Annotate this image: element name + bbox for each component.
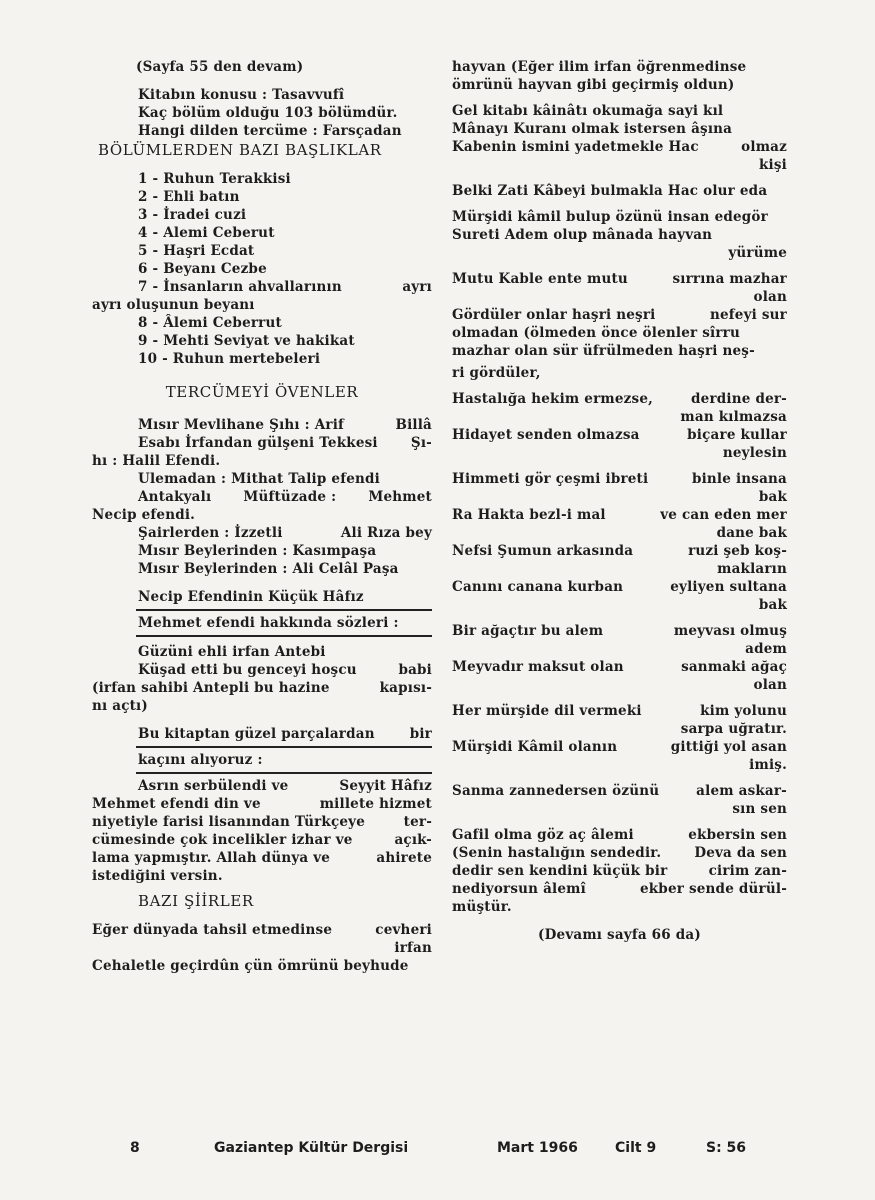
poem-line — [92, 921, 432, 939]
verse-text: binle insana — [691, 471, 787, 487]
poem-text: (irfan sahibi Antepli bu hazine — [92, 680, 330, 696]
mehmet-caption: Mehmet efendi hakkında sözleri : — [138, 615, 399, 631]
verse-line — [452, 826, 787, 844]
prayer-line: istediğini versin. — [92, 868, 223, 884]
issue-date: Mart 1966 — [497, 1140, 578, 1156]
verse-line — [452, 782, 787, 800]
verse-text: Mürşidi Kâmil olanın — [452, 739, 618, 755]
praiser-text: Müftüzade : — [243, 489, 337, 505]
stanza — [452, 702, 787, 774]
page-number: 8 — [130, 1140, 140, 1156]
continuation-note: (Sayfa 55 den devam) — [136, 59, 304, 75]
stanza — [452, 208, 787, 262]
praiser-line — [92, 434, 432, 452]
poem-text: Eğer dünyada tahsil etmedinse — [92, 922, 333, 938]
stanza — [452, 622, 787, 694]
verse-text: Mutu Kable ente mutu — [452, 271, 628, 287]
left-column — [92, 58, 432, 975]
prayer-line — [92, 813, 432, 831]
volume-label: Cilt 9 — [615, 1140, 657, 1156]
stanza — [452, 270, 787, 382]
verse-line — [452, 658, 787, 676]
verse-line — [452, 702, 787, 720]
poem-line: nı açtı) — [92, 698, 148, 714]
verse-line: hayvan (Eğer ilim irfan öğrenmedinse — [452, 59, 747, 75]
verse-text: eyliyen sultana — [670, 579, 787, 595]
prayer-line — [92, 795, 432, 813]
stanza — [452, 826, 787, 916]
excerpt-text: bir — [409, 726, 432, 742]
book-translation: Hangi dilden tercüme : Farsçadan — [138, 123, 402, 139]
verse-line — [452, 578, 787, 596]
poem-irfan — [92, 921, 432, 975]
praisers-title: TERCÜMEYİ ÖVENLER — [165, 383, 359, 401]
praiser-line: Mısır Beylerinden : Ali Celâl Paşa — [138, 561, 399, 577]
praiser-line — [92, 416, 432, 434]
prayer-line — [92, 849, 432, 867]
verse-text: nefeyi sur — [709, 307, 787, 323]
verse-text: sırrına mazhar — [672, 271, 787, 287]
book-chapters: Kaç bölüm olduğu 103 bölümdür. — [138, 105, 398, 121]
list-item-continuation: ayrı oluşunun beyanı — [92, 297, 255, 313]
verse-line — [452, 862, 787, 880]
praiser-line: hı : Halil Efendi. — [92, 453, 221, 469]
verse-text: nediyorsun âlemî — [452, 881, 586, 897]
list-item: 1 - Ruhun Terakkisi — [138, 171, 291, 187]
list-item: 5 - Haşri Ecdat — [138, 243, 255, 259]
stanza — [452, 782, 787, 818]
list-item: 6 - Beyanı Cezbe — [138, 261, 267, 277]
verse-text: Canını canana kurban — [452, 579, 624, 595]
verse-text: dedir sen kendini küçük bir — [452, 863, 668, 879]
verse-line: Gel kitabı kâinâtı okumağa sayi kıl — [452, 103, 724, 119]
divider — [136, 772, 432, 774]
verse-text: Bir ağaçtır bu alem — [452, 623, 604, 639]
poem-text: kapısı- — [379, 680, 432, 696]
necip-caption: Necip Efendinin Küçük Hâfız — [138, 589, 364, 605]
verse-text: cirim zan- — [708, 863, 787, 879]
verse-line: mazhar olan sür üfrülmeden haşri neş- — [452, 343, 755, 359]
verse-text: olmaz — [741, 139, 787, 155]
verse-line: müştür. — [452, 899, 512, 915]
verse-text: Meyvadır maksut olan — [452, 659, 624, 675]
verse-line — [452, 270, 787, 288]
prayer-text: ahirete — [376, 850, 432, 866]
excerpt-caption-cont: kaçını alıyoruz : — [138, 752, 263, 768]
poems-title: BAZI ŞİİRLER — [138, 892, 254, 910]
divider — [136, 635, 432, 637]
prayer-text: açık- — [394, 832, 432, 848]
verse-line: neylesin — [722, 445, 787, 461]
prayer-line — [92, 831, 432, 849]
verse-text: Gördüler onlar haşri neşri — [452, 307, 656, 323]
magazine-name: Gaziantep Kültür Dergisi — [214, 1140, 409, 1156]
praiser-text: Şı- — [410, 435, 432, 451]
continued-note: (Devamı sayfa 66 da) — [538, 927, 701, 943]
poem-line — [92, 679, 432, 697]
verse-line — [452, 426, 787, 444]
praiser-line: Ulemadan : Mithat Talip efendi — [138, 471, 380, 487]
book-subject: Kitabın konusu : Tasavvufî — [138, 87, 345, 103]
praiser-line: Necip efendi. — [92, 507, 196, 523]
praiser-line: Mısır Beylerinden : Kasımpaşa — [138, 543, 377, 559]
verse-line: imiş. — [749, 757, 787, 773]
list-item: 2 - Ehli batın — [138, 189, 240, 205]
verse-text: Kabenin ismini yadetmekle Hac — [452, 139, 699, 155]
prayer-text: cümesinde çok incelikler izhar ve — [92, 832, 353, 848]
divider — [136, 609, 432, 611]
verse-text: sanmaki ağaç — [681, 659, 787, 675]
excerpt-caption — [92, 725, 432, 743]
verse-line — [452, 542, 787, 560]
prayer-line — [92, 777, 432, 795]
verse-line — [452, 390, 787, 408]
verse-text: Hastalığa hekim ermezse, — [452, 391, 654, 407]
verse-line: Sureti Adem olup mânada hayvan — [452, 227, 713, 243]
praiser-text: Şairlerden : İzzetli — [138, 525, 283, 541]
verse-line: adem — [745, 641, 787, 657]
verse-line: yürüme — [728, 245, 787, 261]
heading7-tail: ayrı — [402, 279, 432, 295]
prayer-text: niyetiyle farisi lisanından Türkçeye — [92, 814, 366, 830]
prayer-text: ter- — [403, 814, 432, 830]
poem-antebi — [92, 643, 432, 715]
praisers-list — [92, 416, 432, 578]
praiser-line — [92, 524, 432, 542]
verse-line — [452, 738, 787, 756]
verse-text: Himmeti gör çeşmi ibreti — [452, 471, 649, 487]
verse-text: Nefsi Şumun arkasında — [452, 543, 634, 559]
list-item: 8 - Âlemi Ceberrut — [138, 315, 282, 331]
verse-line: ömrünü hayvan gibi geçirmiş oldun) — [452, 77, 735, 93]
verse-text: Deva da sen — [694, 845, 787, 861]
verse-text: Ra Hakta bezl-i mal — [452, 507, 606, 523]
list-item: 9 - Mehti Seviyat ve hakikat — [138, 333, 355, 349]
verse-text: ekber sende dürül- — [639, 881, 787, 897]
prayer-text: millete hizmet — [319, 796, 432, 812]
list-item: 10 - Ruhun mertebeleri — [138, 351, 321, 367]
verse-line: dane bak — [716, 525, 787, 541]
issue-number: S: 56 — [706, 1140, 747, 1156]
verse-text: Gafil olma göz aç âlemi — [452, 827, 634, 843]
verse-line: bak — [758, 489, 787, 505]
verse-text: ekbersin sen — [688, 827, 787, 843]
praiser-line — [92, 488, 432, 506]
verse-line — [452, 844, 787, 862]
verse-line: Mürşidi kâmil bulup özünü insan edegör — [452, 209, 768, 225]
praiser-text: Billâ — [395, 417, 432, 433]
verse-text: Her mürşide dil vermeki — [452, 703, 642, 719]
stanza — [452, 390, 787, 462]
verse-line — [452, 306, 787, 324]
poem-text: cevheri — [375, 922, 432, 938]
verse-line: Mânayı Kuranı olmak istersen âşına — [452, 121, 733, 137]
verse-line: kişi — [758, 157, 787, 173]
verse-text: (Senin hastalığın sendedir. — [452, 845, 662, 861]
praiser-text: Antakyalı — [138, 489, 212, 505]
poem-line: Cehaletle geçirdûn çün ömrünü beyhude — [92, 958, 409, 974]
poem-line: irfan — [394, 940, 432, 956]
verse-text: alem askar- — [696, 783, 787, 799]
verse-line: bak — [758, 597, 787, 613]
verse-line — [452, 622, 787, 640]
verse-line — [452, 880, 787, 898]
verse-text: ve can eden mer — [660, 507, 787, 523]
stanza — [452, 470, 787, 614]
stanza — [452, 182, 787, 200]
poem-text: Küşad etti bu genceyi hoşcu — [138, 662, 357, 678]
verse-line — [452, 470, 787, 488]
chapter-headings-list — [92, 170, 432, 368]
prayer-paragraph — [92, 777, 432, 885]
praiser-text: Mısır Mevlihane Şıhı : Arif — [138, 417, 345, 433]
verse-line: Belki Zati Kâbeyi bulmakla Hac olur eda — [452, 183, 768, 199]
praiser-text: Ali Rıza bey — [340, 525, 432, 541]
prayer-text: Mehmet efendi din ve — [92, 796, 261, 812]
divider — [136, 746, 432, 748]
praiser-text: Esabı İrfandan gülşeni Tekkesi — [138, 435, 378, 451]
headings-title: BÖLÜMLERDEN BAZI BAŞLIKLAR — [98, 141, 382, 159]
verse-text: derdine der- — [691, 391, 787, 407]
right-column — [452, 58, 787, 944]
verse-text: kim yolunu — [700, 703, 787, 719]
verse-line: olan — [753, 677, 787, 693]
list-item — [92, 278, 432, 296]
verse-text: meyvası olmuş — [673, 623, 787, 639]
verse-text: Sanma zannedersen özünü — [452, 783, 660, 799]
verse-line: sın sen — [732, 801, 787, 817]
poem-line: Güzüni ehli irfan Antebi — [138, 644, 326, 660]
verse-line: makların — [717, 561, 787, 577]
prayer-text: Asrın serbülendi ve — [138, 778, 289, 794]
poem-text: babi — [398, 662, 432, 678]
verse-line: ri gördüler, — [452, 365, 541, 381]
verse-line: olmadan (ölmeden önce ölenler sîrru — [452, 325, 740, 341]
prayer-text: Seyyit Hâfız — [339, 778, 432, 794]
prayer-text: lama yapmıştır. Allah dünya ve — [92, 850, 331, 866]
verse-text: gittiği yol asan — [670, 739, 787, 755]
heading7-text: 7 - İnsanların ahvallarının — [138, 279, 342, 295]
verse-text: ruzi şeb koş- — [688, 543, 787, 559]
stanza — [452, 102, 787, 174]
excerpt-text: Bu kitaptan güzel parçalardan — [138, 726, 375, 742]
verse-line: man kılmazsa — [680, 409, 787, 425]
poem-line — [92, 661, 432, 679]
verse-line — [452, 138, 787, 156]
list-item: 3 - İradei cuzi — [138, 207, 247, 223]
verse-text: Hidayet senden olmazsa — [452, 427, 640, 443]
verse-line: olan — [753, 289, 787, 305]
verse-line — [452, 506, 787, 524]
list-item: 4 - Alemi Ceberut — [138, 225, 275, 241]
verse-line: sarpa uğratır. — [680, 721, 787, 737]
praiser-text: Mehmet — [368, 489, 432, 505]
verse-text: biçare kullar — [687, 427, 787, 443]
